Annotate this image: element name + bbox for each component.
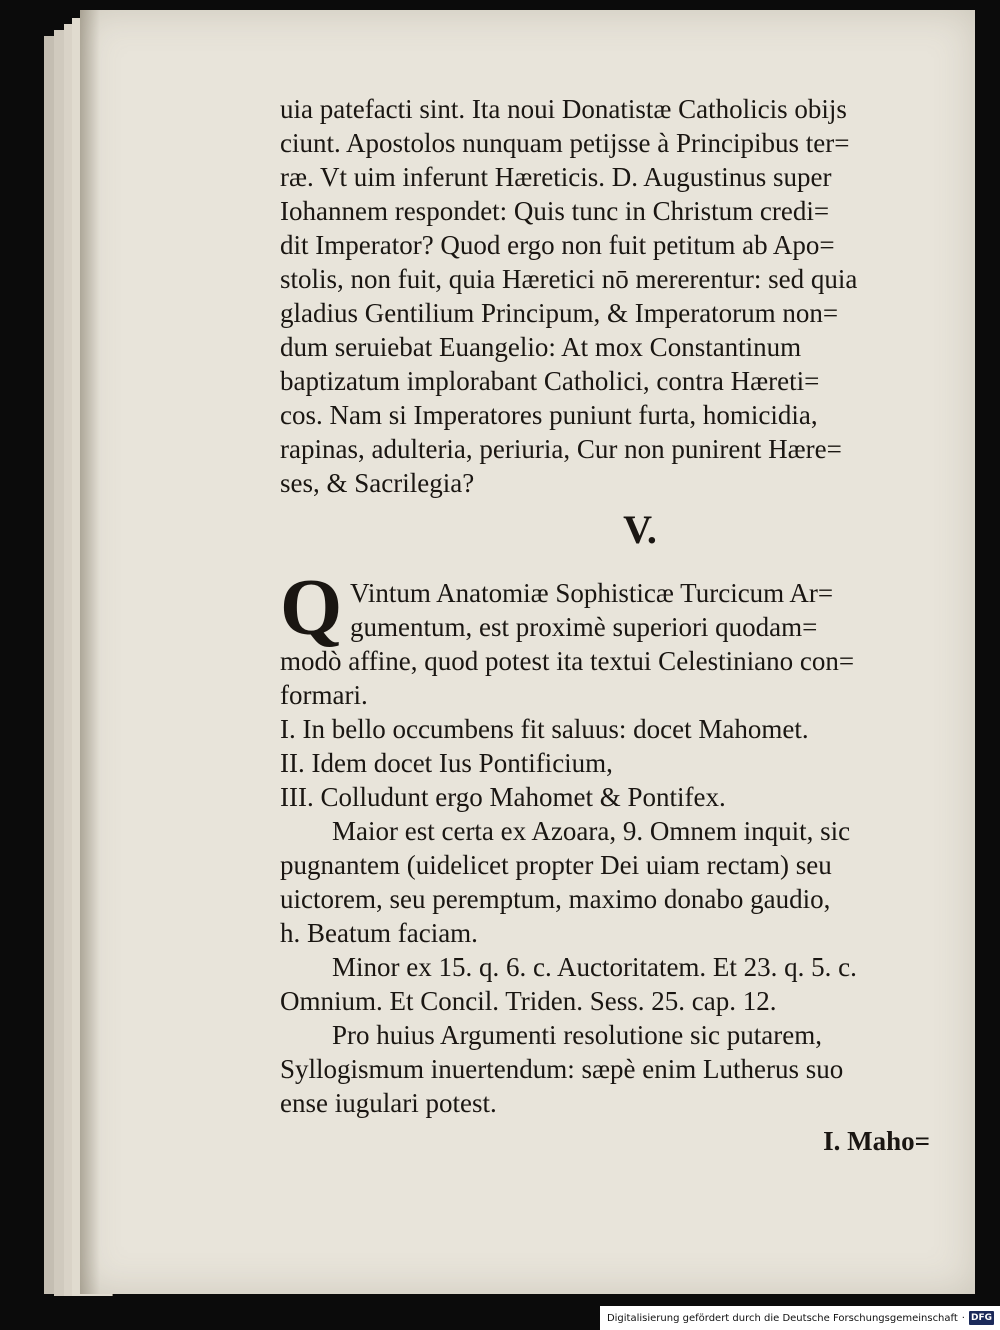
text-line: Iohannem respondet: Quis tunc in Christum credi= xyxy=(280,196,830,226)
syllogism-line: III. Colludunt ergo Mahomet & Pontifex. xyxy=(280,782,726,812)
text-line: uictorem, seu peremptum, maximo donabo gaudio, xyxy=(280,884,831,914)
pro-paragraph xyxy=(280,1018,940,1120)
funding-credit: Digitalisierung gefördert durch die Deutsche Forschungsgemeinschaft xyxy=(606,1312,958,1324)
text-line: Pro huius Argumenti resolutione sic putarem, xyxy=(332,1020,822,1050)
text-line: dit Imperator? Quod ergo non fuit petitum ab Apo= xyxy=(280,230,835,260)
text-line: gumentum, est proximè superiori quodam= xyxy=(350,612,818,642)
syllogism-line: II. Idem docet Ius Pontificium, xyxy=(280,748,613,778)
text-line: dum seruiebat Euangelio: At mox Constantinum xyxy=(280,332,802,362)
text-line: Omnium. Et Concil. Triden. Sess. 25. cap. 12. xyxy=(280,986,777,1016)
minor-paragraph xyxy=(280,950,940,1018)
text-line: ses, & Sacrilegia? xyxy=(280,468,475,498)
top-paragraph xyxy=(280,92,940,500)
separator: · xyxy=(961,1312,965,1324)
first-paragraph xyxy=(280,564,940,712)
text-line: modò affine, quod potest ita textui Celestiniano con= xyxy=(280,646,855,676)
text-line: uia patefacti sint. Ita noui Donatistæ Catholicis obijs xyxy=(280,94,847,124)
catchword: I. Maho= xyxy=(823,1126,930,1156)
section-heading: V. xyxy=(623,507,657,552)
text-line: Minor ex 15. q. 6. c. Auctoritatem. Et 23. q. 5. c. xyxy=(332,952,857,982)
text-line: gladius Gentilium Principum, & Imperatorum non= xyxy=(280,298,839,328)
digitization-footer xyxy=(600,1306,1000,1330)
text-line: formari. xyxy=(280,680,368,710)
text-line: pugnantem (uidelicet propter Dei uiam rectam) seu xyxy=(280,850,832,880)
syllogism-list xyxy=(280,712,940,814)
text-line: stolis, non fuit, quia Hæretici nō mererentur: sed quia xyxy=(280,264,858,294)
text-line: h. Beatum faciam. xyxy=(280,918,478,948)
dfg-logo-icon: DFG xyxy=(970,1313,992,1323)
text-line: ræ. Vt uim inferunt Hæreticis. D. Augustinus super xyxy=(280,162,832,192)
major-paragraph xyxy=(280,814,940,950)
text-line: ense iugulari potest. xyxy=(280,1088,497,1118)
text-line: baptizatum implorabant Catholici, contra Hæreti= xyxy=(280,366,820,396)
text-line: rapinas, adulteria, periuria, Cur non punirent Hære= xyxy=(280,434,842,464)
text-line: Syllogismum inuertendum: sæpè enim Lutherus suo xyxy=(280,1054,844,1084)
page-fold-shadow xyxy=(80,10,100,1294)
page-text xyxy=(280,92,940,1158)
drop-cap: Q xyxy=(280,564,343,652)
text-line: Vintum Anatomiæ Sophisticæ Turcicum Ar= xyxy=(350,578,834,608)
syllogism-line: I. In bello occumbens fit saluus: docet Mahomet. xyxy=(280,714,809,744)
text-line: cos. Nam si Imperatores puniunt furta, homicidia, xyxy=(280,400,818,430)
text-line: ciunt. Apostolos nunquam petijsse à Principibus ter= xyxy=(280,128,850,158)
text-line: Maior est certa ex Azoara, 9. Omnem inquit, sic xyxy=(332,816,851,846)
